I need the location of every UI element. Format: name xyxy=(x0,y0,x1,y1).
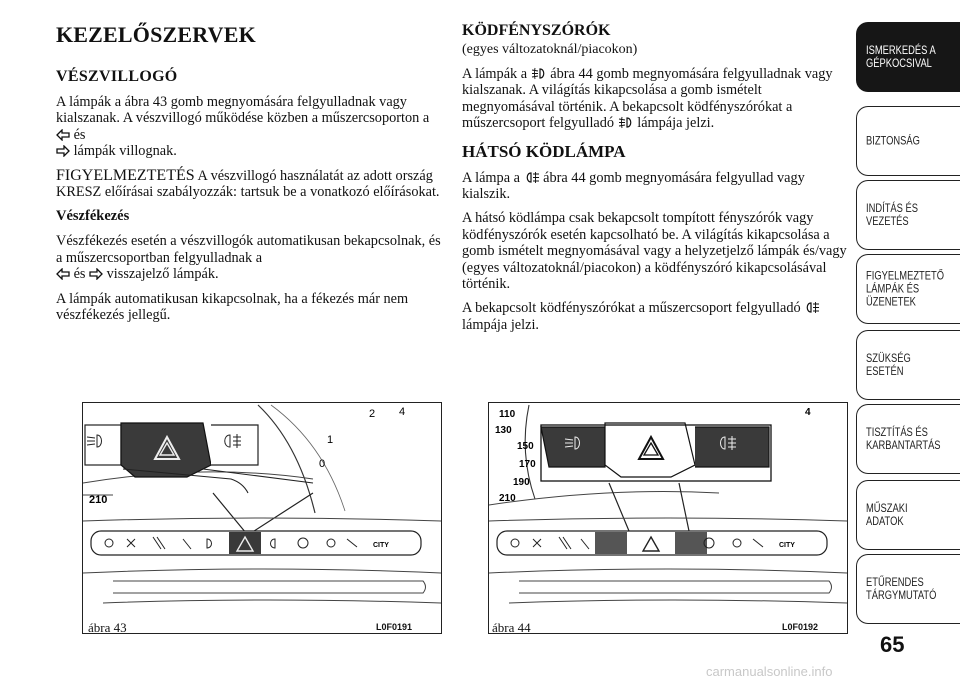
hazard-heading: VÉSZVILLOGÓ xyxy=(56,68,178,85)
gauge-label: 1 xyxy=(327,434,334,446)
left-column xyxy=(56,22,441,331)
gauge-label: 0 xyxy=(319,458,326,470)
figure-44-code: L0F0192 xyxy=(782,622,819,632)
sidebar-tab-muszaki[interactable]: MŰSZAKI ADATOK xyxy=(856,480,960,550)
sidebar-tab-tisztitas[interactable]: TISZTÍTÁS ÉS KARBANTARTÁS xyxy=(856,404,960,474)
fog-subtitle: (egyes változatoknál/piacokon) xyxy=(462,42,638,57)
figure-43 xyxy=(82,402,442,634)
figure-44-caption: ábra 44 xyxy=(492,620,531,635)
warning-label: FIGYELMEZTETÉS xyxy=(56,166,195,184)
front-fog-icon xyxy=(618,116,634,129)
city-button-label: CITY xyxy=(373,542,389,549)
right-column xyxy=(462,22,850,341)
gauge-label: 150 xyxy=(517,441,534,452)
sidebar-tab-figyelmezteto[interactable]: FIGYELMEZTETŐ LÁMPÁK ÉS ÜZENETEK xyxy=(856,254,960,324)
sidebar-tab-biztonsag[interactable]: BIZTONSÁG xyxy=(856,106,960,176)
gauge-label: 4 xyxy=(805,407,811,418)
page-title: KEZELŐSZERVEK xyxy=(56,22,256,47)
gauge-label: 210 xyxy=(499,493,516,504)
sidebar-tab-targymutato[interactable]: ETŰRENDES TÁRGYMUTATÓ xyxy=(856,554,960,624)
rear-fog-heading: HÁTSÓ KÖDLÁMPA xyxy=(462,141,626,161)
gauge-label: 2 xyxy=(369,408,376,420)
emergency-paragraph-2: A lámpák automatikusan kikapcsolnak, ha a fékezés már nem vészfékezés jellegű. xyxy=(56,290,409,324)
city-button-label: CITY xyxy=(779,542,795,549)
rear-fog-paragraph-2: A hátsó ködlámpa csak bekapcsolt tompított fényszórók vagy ködfényszórók esetén kapcsolható be. A világítás kikapcsolása a gomb ismételt megnyomásával vagy a helyzetjelző lámpák és/vagy (egyes változatoknál/piacokon) a ködfényszóró kikapcsolásával történik. xyxy=(462,210,847,293)
gauge-label: 130 xyxy=(495,425,512,436)
gauge-label: 110 xyxy=(499,409,516,420)
emergency-heading: Vészfékezés xyxy=(56,208,130,225)
fog-paragraph: A lámpák a ábra 44 gomb megnyomására felgyulladnak vagy kialszanak. A világítás kikapcsolása a gomb ismételt megnyomásával történik. A bekapcsolt ködfényszórókat a műszercsoport felgyulladó lámpája jelzi. xyxy=(462,66,833,132)
sidebar-tab-inditas[interactable]: INDÍTÁS ÉS VEZETÉS xyxy=(856,180,960,250)
gauge-label: 170 xyxy=(519,459,536,470)
turn-left-icon xyxy=(56,268,70,280)
turn-right-icon xyxy=(89,268,103,280)
figure-43-code: L0F0191 xyxy=(376,622,413,632)
hazard-paragraph: A lámpák a ábra 43 gomb megnyomására felgyulladnak vagy kialszanak. A vészvillogó működése közben a műszercsoporton a és lámpák villognak. xyxy=(56,94,430,160)
gauge-label: 210 xyxy=(89,494,108,506)
sidebar-tab-szukseg[interactable]: SZÜKSÉG ESETÉN xyxy=(856,330,960,400)
figure-43-drawing xyxy=(83,403,441,621)
emergency-paragraph-1: Vészfékezés esetén a vészvillogók automatikusan bekapcsolnak, és a műszercsoportban felgyulladnak a és visszajelző lámpák. xyxy=(56,233,441,283)
figure-44 xyxy=(488,402,848,634)
gauge-label: 4 xyxy=(399,406,406,418)
rear-fog-paragraph-3: A bekapcsolt ködfényszórókat a műszercsoport felgyulladó lámpája jelzi. xyxy=(462,300,850,333)
rear-fog-icon xyxy=(524,171,540,184)
fog-heading: KÖDFÉNYSZÓRÓK xyxy=(462,22,611,39)
figure-44-drawing xyxy=(489,403,847,621)
rear-fog-paragraph-1: A lámpa a ábra 44 gomb megnyomására felgyullad vagy kialszik. xyxy=(462,169,805,203)
front-fog-icon xyxy=(531,67,547,80)
turn-left-icon xyxy=(56,129,70,141)
chapter-sidebar xyxy=(856,0,960,686)
warning-paragraph: FIGYELMEZTETÉS A vészvillogó használatát az adott ország KRESZ előírásai szabályozzák: tartsuk be a vonatkozó előírásokat. xyxy=(56,166,440,201)
rear-fog-icon xyxy=(804,301,820,314)
turn-right-icon xyxy=(56,145,70,157)
watermark: carmanualsonline.info xyxy=(706,664,833,679)
page-number: 65 xyxy=(880,632,905,657)
gauge-label: 190 xyxy=(513,477,530,488)
figure-43-caption: ábra 43 xyxy=(88,620,127,635)
sidebar-tab-ismerkedes[interactable]: ISMERKEDÉS A GÉPKOCSIVAL xyxy=(856,22,960,92)
